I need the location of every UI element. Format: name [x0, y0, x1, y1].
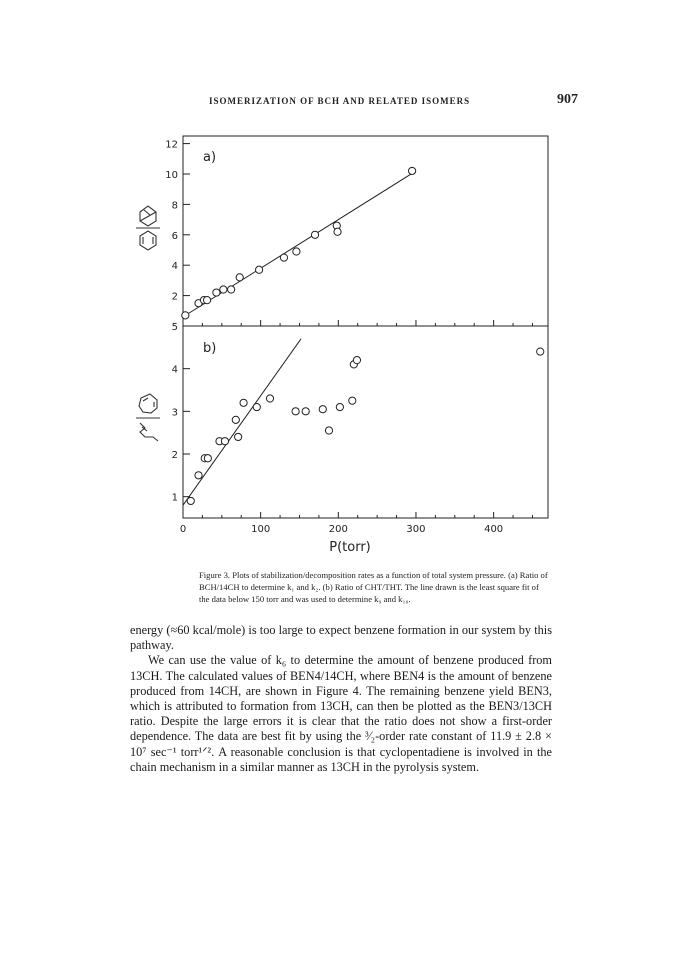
x-tick-label: 300 [406, 524, 426, 535]
panel-a-y-tick-label: 10 [165, 170, 178, 181]
panel-a-data-point [311, 231, 318, 238]
panel-b-data-point [537, 348, 544, 355]
panel-b-label: b) [203, 341, 217, 356]
panel-b-data-point [353, 357, 360, 364]
x-axis-label: P(torr) [329, 540, 371, 555]
page-number: 907 [557, 92, 578, 107]
panel-a-data-point [236, 274, 243, 281]
panel-b-data-point [195, 472, 202, 479]
paragraph: We can use the value of k₆ to determine the amount of benzene produced from 13CH. The calculated values of BEN4/14CH, where BEN4 is the amount of benzene produced from 14CH, are shown in Figure 4. The remaining benzene yield BEN3, which is attributed to formation from 13CH, can then be plotted as the BEN3/13CH ratio. Despite the large errors it is clear that the ratio does not show a first-order dependence. The data are best fit by using the ³⁄₂-order rate constant of 11.9 ± 2.8 × 10⁷ sec⁻¹ torr¹ᐟ². A reasonable conclusion is that cyclopentadiene is involved in the chain mechanism in a similar manner as 13CH in the pyrolysis system. [130, 653, 552, 774]
ratio-of-cycloheptatriene-to-triene-structure-icon [136, 394, 160, 441]
running-head: ISOMERIZATION OF BCH AND RELATED ISOMERS [209, 96, 471, 106]
figure-3 [110, 128, 570, 573]
x-tick-label: 200 [328, 524, 348, 535]
caption-label: Figure 3. [199, 570, 231, 580]
panel-b-data-point [336, 403, 343, 410]
panel-a-y-tick-label: 4 [171, 261, 178, 273]
body-text [130, 623, 552, 775]
panel-b-data-point [302, 408, 309, 415]
panel-a-data-point [256, 266, 263, 273]
panel-a-y-tick-label: 8 [171, 200, 178, 212]
panel-a-data-point [220, 286, 227, 293]
panel-a-frame [183, 136, 548, 326]
panel-a-data-point [293, 248, 300, 255]
panel-a-data-point [280, 254, 287, 261]
panel-b-y-tick-label: 3 [171, 407, 178, 419]
panel-a-data-point [182, 312, 189, 319]
panel-b-y-tick-label: 4 [171, 364, 178, 376]
panel-a-y-tick-label: 6 [171, 230, 178, 242]
panel-a-y-tick-label: 12 [165, 139, 178, 151]
panel-b-y-tick-label: 2 [171, 450, 178, 461]
panel-b-data-point [240, 399, 247, 406]
ratio-of-bicyclohexene-to-cyclohexadiene-structure-icon [136, 206, 160, 250]
panel-b-data-point [319, 406, 326, 413]
panel-a-y-tick-label: 2 [171, 291, 178, 303]
panel-b-data-point [266, 395, 273, 402]
paragraph: energy (≈60 kcal/mole) is too large to expect benzene formation in our system by this pathway. [130, 623, 552, 653]
panel-a-data-point [334, 228, 341, 235]
panel-b-data-point [187, 497, 194, 504]
panel-b-data-point [221, 438, 228, 445]
x-axis-ticks [180, 524, 503, 535]
panel-b-fit-line [183, 339, 301, 505]
panel-b-y-tick-label: 1 [171, 492, 178, 504]
panel-a-data-point [408, 167, 415, 174]
x-tick-label: 400 [484, 524, 504, 535]
panel-a-label: a) [203, 150, 217, 165]
panel-a-data-point [203, 297, 210, 304]
panel-b-data-point [325, 427, 332, 434]
caption-text: Plots of stabilization/decomposition rates as a function of total system pressure. (a) Ratio of BCH/14CH to determine k₁ and k₂. (b) Ratio of CHT/THT. The line drawn is the least square fit of the data below 150 torr and was used to determine k₉ and k₁₀. [199, 570, 548, 604]
x-tick-label: 100 [251, 524, 271, 535]
panel-b-data-point [232, 416, 239, 423]
panel-b-data-point [253, 403, 260, 410]
panel-b-y-tick-label: 5 [171, 322, 178, 333]
panel-b-data-point [204, 455, 211, 462]
figure-3-chart [110, 128, 570, 568]
panel-b-plot [172, 322, 544, 518]
panel-a-plot [165, 140, 532, 326]
panel-b-data-point [349, 397, 356, 404]
panel-a-data-point [228, 286, 235, 293]
panel-a-data-point [213, 289, 220, 296]
x-tick-label: 0 [179, 524, 187, 535]
figure-caption [199, 569, 551, 605]
panel-b-data-point [292, 408, 299, 415]
panel-b-data-point [235, 433, 242, 440]
